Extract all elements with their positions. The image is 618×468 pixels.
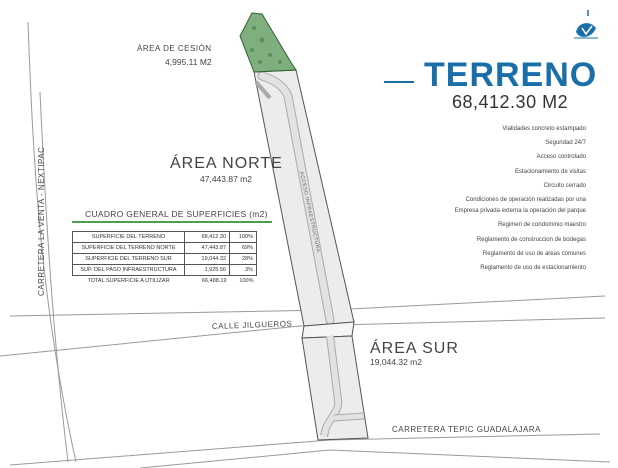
- feature-item: Seguridad 24/7: [545, 140, 586, 147]
- table-cell-label: TOTAL SUPERFICIE A UTILIZAR: [73, 276, 185, 287]
- feature-item: Reglamento de uso de estacionamiento: [480, 265, 586, 272]
- table-row: [73, 254, 257, 265]
- table-row: [73, 243, 257, 254]
- table-cell-pct: 100%: [230, 232, 257, 243]
- title-accent-line: [384, 81, 414, 83]
- label-inner-road: ACCESO INFRAESTRUCTURA: [298, 171, 322, 254]
- features-list: [386, 124, 586, 274]
- table-cell-pct: 69%: [230, 243, 257, 254]
- table-cell-label: SUPERFICIE DEL TERRENO: [73, 232, 185, 243]
- table-row: [73, 232, 257, 243]
- feature-item: Reglamento de uso de areas comunes: [482, 250, 586, 257]
- table-cell-label: SUP. DEL PASO INFRAESTRUCTURA: [73, 265, 185, 276]
- area-cesion-shape: [240, 13, 296, 72]
- feature-item: Reglamento de construccion de bodegas: [476, 236, 586, 243]
- area-cesion-label: ÁREA DE CESIÓN: [137, 44, 212, 53]
- road-edge-tepic-2: [140, 450, 610, 468]
- tree-dot: [278, 60, 282, 64]
- table-row-total: [73, 276, 257, 287]
- table-row: [73, 265, 257, 276]
- table-title: CUADRO GENERAL DE SUPERFICIES (m2): [85, 209, 268, 219]
- surfaces-table: [72, 231, 257, 286]
- label-carretera-venta: CARRETERA LA VENTA - NEXTIPAC: [37, 146, 46, 296]
- table-cell-value: 66,488.19: [185, 276, 230, 287]
- feature-item: Estacionamiento de visitas: [514, 168, 586, 175]
- table-cell-label: SUPERFICIE DEL TERRENO SUR: [73, 254, 185, 265]
- table-cell-value: 68,412.30: [185, 232, 230, 243]
- label-carretera-tepic: CARRETERA TEPIC GUADALAJARA: [392, 425, 541, 434]
- area-sur-label: ÁREA SUR: [370, 340, 459, 357]
- table-cell-pct: 3%: [230, 265, 257, 276]
- feature-item: Vialidades concreto estampado: [502, 126, 586, 132]
- area-norte-label: ÁREA NORTE: [170, 155, 283, 172]
- page-title: TERRENO: [424, 56, 598, 94]
- table-cell-pct: 100%: [230, 276, 257, 287]
- tree-dot: [258, 60, 262, 64]
- tree-dot: [252, 26, 256, 30]
- area-sur-value: 19,044.32 m2: [370, 357, 422, 367]
- feature-item: Regimen de condominio maestro: [497, 222, 586, 229]
- table-cell-value: 1,925.56: [185, 265, 230, 276]
- inner-road-sur-branch-fill: [334, 416, 364, 418]
- total-area: 68,412.30 M2: [452, 92, 569, 112]
- feature-item: Empresa privada externa la operación del parque: [454, 208, 586, 215]
- road-edge-venta-1: [28, 22, 76, 462]
- feature-item: Circuito cerrado: [543, 182, 586, 189]
- table-cell-label: SUPERFICIE DEL TERRENO NORTE: [73, 243, 185, 254]
- table-cell-value: 47,443.87: [185, 243, 230, 254]
- table-cell-value: 19,044.32: [185, 254, 230, 265]
- table-title-rule: [72, 221, 272, 223]
- area-cesion-value: 4,995.11 M2: [165, 57, 212, 67]
- feature-item: Acceso controlado: [536, 154, 586, 161]
- tree-dot: [268, 53, 272, 57]
- tree-dot: [250, 48, 254, 52]
- table-cell-pct: 28%: [230, 254, 257, 265]
- road-edge-tepic-1: [10, 434, 600, 465]
- area-norte-value: 47,443.87 m2: [200, 174, 252, 184]
- brand-logo-icon: [572, 8, 600, 49]
- label-calle-jilgueros: CALLE JILGUEROS: [211, 319, 293, 331]
- feature-item: Condiciones de operación realizadas por una: [465, 197, 586, 204]
- tree-dot: [260, 38, 265, 43]
